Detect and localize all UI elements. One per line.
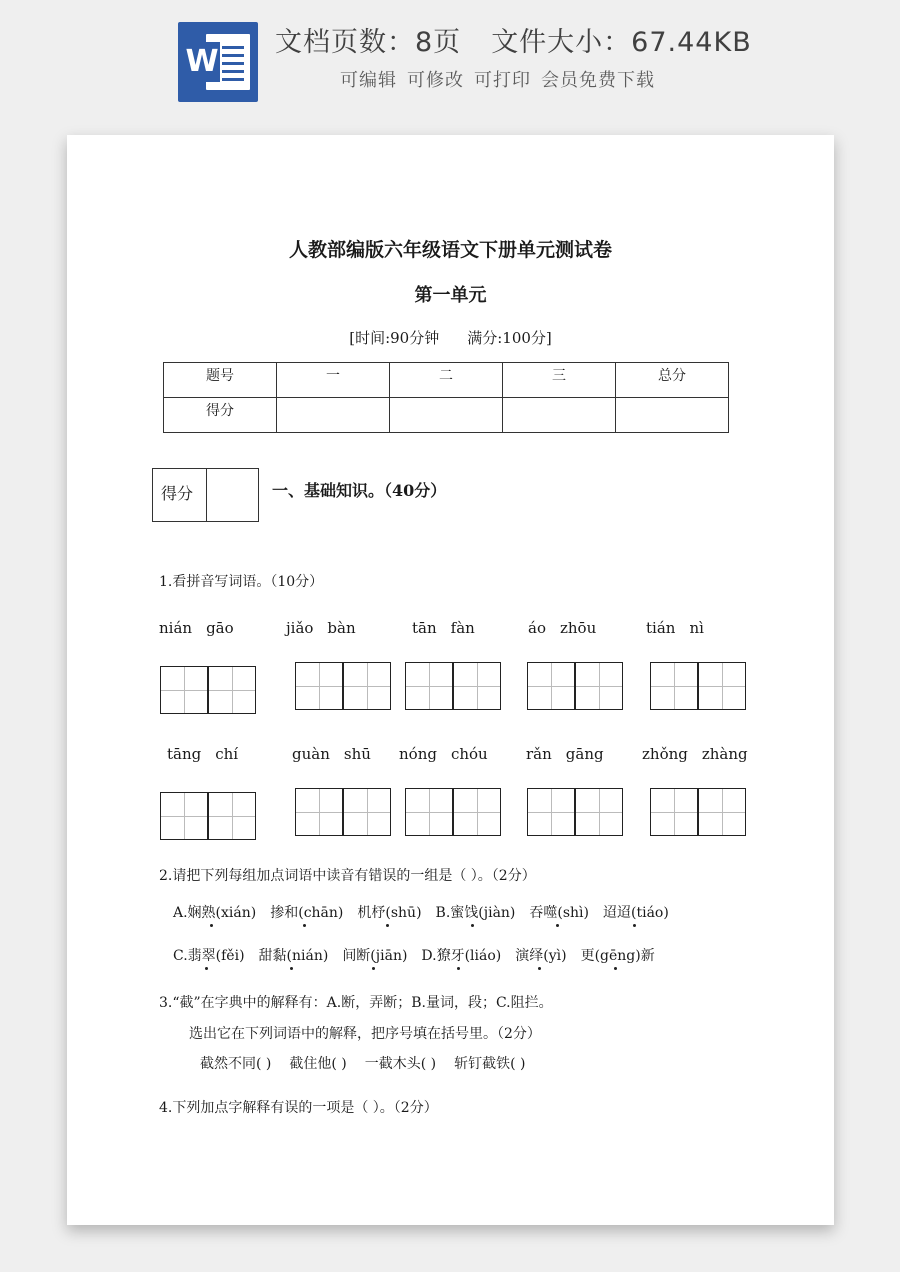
- exam-full-score: 满分:100分]: [467, 329, 552, 347]
- writing-grid-cell[interactable]: [453, 788, 501, 836]
- score-header-cell: 总分: [616, 363, 729, 398]
- pinyin-group: [159, 619, 248, 637]
- pinyin-syllable: jiǎo: [286, 619, 314, 637]
- pinyin-syllable: gāo: [206, 619, 234, 637]
- writing-grid-cell[interactable]: [160, 792, 208, 840]
- writing-grid-cell[interactable]: [208, 792, 256, 840]
- pinyin-syllable: chóu: [450, 745, 488, 763]
- exam-meta: [67, 327, 834, 348]
- option-word: 迢迢(tiáo): [603, 902, 669, 922]
- pinyin-syllable: zhōu: [559, 619, 597, 637]
- writing-grid-cell[interactable]: [527, 662, 575, 710]
- writing-grid-cell[interactable]: [343, 788, 391, 836]
- pinyin-group: [412, 619, 489, 637]
- fill-item: 斩钉截铁( ): [454, 1056, 526, 1072]
- writing-grid-cell[interactable]: [527, 788, 575, 836]
- file-size: 文件大小：67.44KB: [491, 27, 752, 58]
- question-3-items: [200, 1053, 540, 1073]
- option-word: 间断(jiān): [342, 945, 407, 965]
- writing-grid-cell[interactable]: [405, 662, 453, 710]
- score-row-label: 得分: [164, 398, 277, 433]
- feature-editable: 可编辑: [340, 70, 397, 91]
- pinyin-syllable: rǎn: [526, 745, 552, 763]
- option-word: B.蜜饯(jiàn): [436, 902, 516, 922]
- writing-grid-cell[interactable]: [575, 662, 623, 710]
- writing-grid-cell[interactable]: [650, 788, 698, 836]
- fill-item: 截住他( ): [289, 1056, 347, 1072]
- pinyin-syllable: shū: [343, 745, 371, 763]
- document-page: [67, 135, 834, 1225]
- pinyin-syllable: fàn: [450, 619, 475, 637]
- question-3: 3.“截”在字典中的解释有：A.断，弄断；B.量词，段；C.阻拦。: [159, 995, 553, 1011]
- writing-grid-cell[interactable]: [698, 788, 746, 836]
- pinyin-syllable: nóng: [399, 745, 437, 763]
- score-cell: [390, 398, 503, 433]
- feature-list: [340, 66, 655, 92]
- score-table-header-row: [164, 363, 729, 398]
- option-word: 掺和(chān): [270, 902, 343, 922]
- document-subtitle: 第一单元: [414, 285, 487, 306]
- option-word: 演绎(yì): [515, 945, 566, 965]
- question-2-options-cd: [173, 945, 669, 965]
- pinyin-syllable: nián: [159, 619, 193, 637]
- pinyin-syllable: nì: [689, 619, 704, 637]
- score-header-cell: 二: [390, 363, 503, 398]
- word-letter-icon: W: [184, 42, 220, 82]
- document-info-banner: [0, 0, 900, 135]
- pinyin-group: [646, 619, 718, 637]
- score-header-cell: 题号: [164, 363, 277, 398]
- question-4: 4.下列加点字解释有误的一项是（ ）。（2分）: [159, 1100, 438, 1116]
- question-3-instruction: 选出它在下列词语中的解释，把序号填在括号里。（2分）: [189, 1026, 541, 1042]
- score-cell: [616, 398, 729, 433]
- score-header-cell: 一: [277, 363, 390, 398]
- fill-item: 一截木头( ): [364, 1056, 437, 1072]
- writing-grid-cell[interactable]: [575, 788, 623, 836]
- exam-time: [时间:90分钟: [349, 329, 440, 347]
- option-word: 更(gēng)新: [581, 945, 655, 965]
- option-word: 甜黏(nián): [259, 945, 329, 965]
- writing-grid-cell[interactable]: [208, 666, 256, 714]
- pinyin-syllable: zhàng: [701, 745, 748, 763]
- score-table: [163, 362, 729, 433]
- pinyin-syllable: chí: [215, 745, 239, 763]
- pinyin-group: [528, 619, 610, 637]
- option-word: 机杼(shū): [357, 902, 421, 922]
- option-word: C.翡翠(fěi): [173, 945, 245, 965]
- question-2: 2.请把下列每组加点词语中读音有错误的一组是（ ）。（2分）: [159, 868, 536, 884]
- writing-grid-cell[interactable]: [160, 666, 208, 714]
- pinyin-group: [167, 745, 252, 763]
- pinyin-syllable: guàn: [292, 745, 330, 763]
- pinyin-group: [292, 745, 385, 763]
- pinyin-syllable: áo: [528, 619, 546, 637]
- score-cell: [277, 398, 390, 433]
- pinyin-group: [642, 745, 762, 763]
- banner-title: [275, 20, 752, 59]
- pinyin-group: [286, 619, 370, 637]
- feature-modifiable: 可修改: [407, 70, 464, 91]
- question-2-options-ab: [173, 902, 683, 922]
- pinyin-syllable: tāng: [167, 745, 202, 763]
- option-word: D.獠牙(liáo): [421, 945, 501, 965]
- question-1: 1.看拼音写词语。（10分）: [159, 574, 324, 590]
- option-word: 吞噬(shì): [529, 902, 589, 922]
- pinyin-syllable: gāng: [565, 745, 604, 763]
- pinyin-syllable: bàn: [327, 619, 356, 637]
- writing-grid-cell[interactable]: [295, 662, 343, 710]
- writing-grid-cell[interactable]: [405, 788, 453, 836]
- fill-item: 截然不同( ): [200, 1056, 272, 1072]
- section-score-label: 得分: [161, 484, 194, 503]
- section-score-divider: [206, 469, 207, 521]
- section-score-box: [152, 468, 259, 522]
- pinyin-group: [399, 745, 502, 763]
- page-count: 文档页数：8页: [275, 27, 462, 58]
- feature-printable: 可打印: [474, 70, 531, 91]
- pinyin-syllable: tián: [646, 619, 676, 637]
- pinyin-syllable: zhǒng: [642, 745, 688, 763]
- feature-member-download: 会员免费下载: [541, 70, 655, 91]
- section-heading: 一、基础知识。（40分）: [272, 481, 447, 500]
- document-title: 人教部编版六年级语文下册单元测试卷: [288, 239, 612, 261]
- pinyin-syllable: tān: [412, 619, 437, 637]
- writing-grid-cell[interactable]: [698, 662, 746, 710]
- score-cell: [503, 398, 616, 433]
- option-word: A.娴熟(xián): [173, 902, 256, 922]
- word-document-icon: [178, 22, 258, 102]
- score-header-cell: 三: [503, 363, 616, 398]
- writing-grid-cell[interactable]: [650, 662, 698, 710]
- writing-grid-cell[interactable]: [453, 662, 501, 710]
- score-table-score-row: [164, 398, 729, 433]
- writing-grid-cell[interactable]: [343, 662, 391, 710]
- pinyin-group: [526, 745, 618, 763]
- writing-grid-cell[interactable]: [295, 788, 343, 836]
